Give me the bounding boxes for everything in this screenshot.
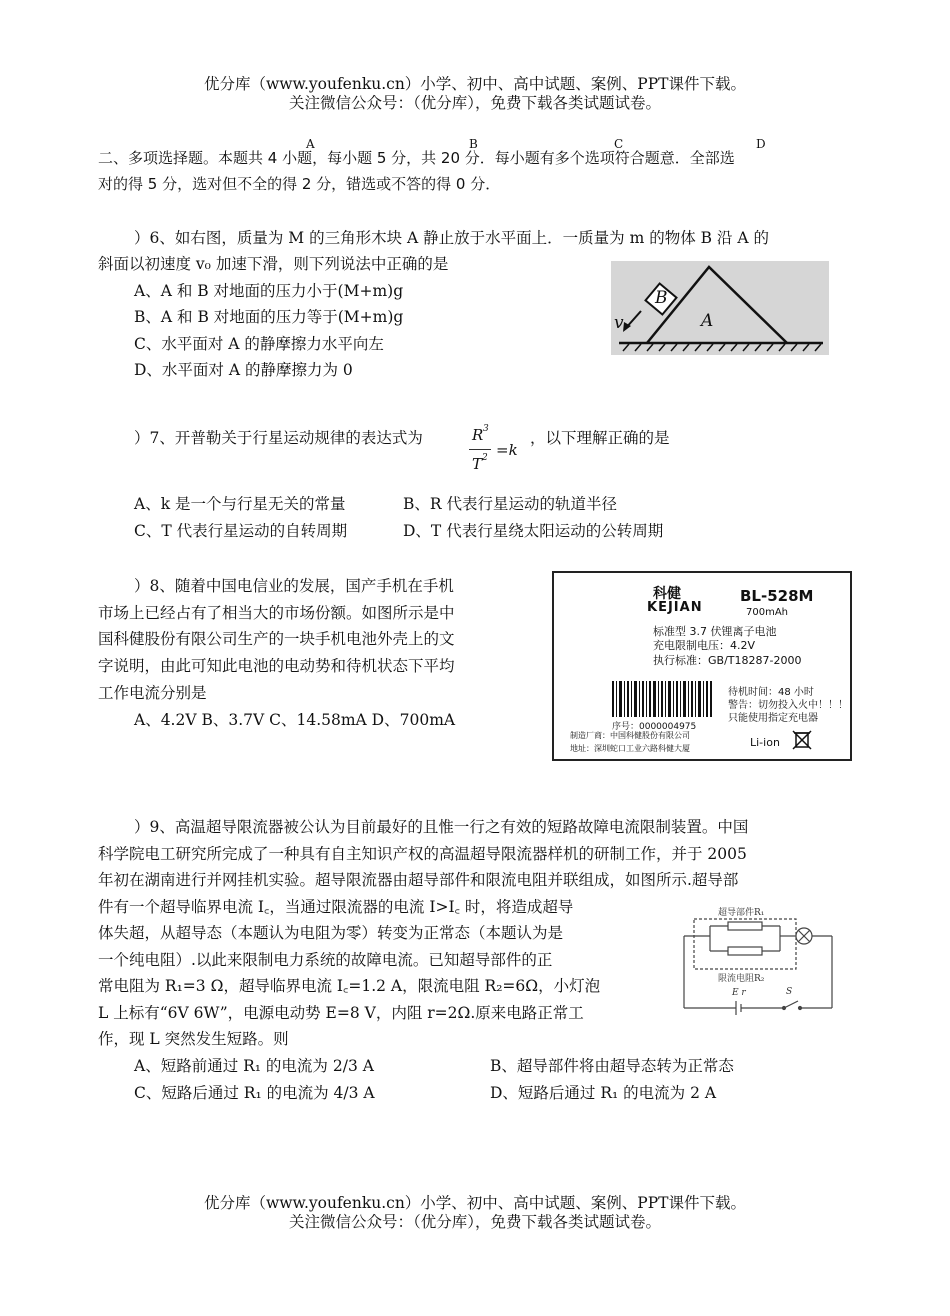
q9-stem-line-7: 常电阻为 R₁=3 Ω，超导临界电流 I꜀=1.2 A，限流电阻 R₂=6Ω，小灯泡 bbox=[98, 977, 601, 995]
q7-formula-rhs: =k bbox=[496, 441, 518, 459]
battery-serial: 序号：0000004975 bbox=[612, 722, 697, 732]
battery-capacity: 700mAh bbox=[746, 607, 789, 618]
q9-stem-line-1: ）9、高温超导限流器被公认为目前最好的且惟一行之有效的短路故障电流限制装置。中国 bbox=[134, 818, 749, 836]
battery-maker: 制造厂商：中国科健股份有限公司 bbox=[570, 731, 690, 740]
q7-option-a: A、k 是一个与行星无关的常量 bbox=[134, 495, 346, 513]
footer-line-1: 优分库（www.youfenku.cn）小学、初中、高中试题、案例、PPT课件下载。 bbox=[203, 1194, 747, 1212]
q7-option-c: C、T 代表行星运动的自转周期 bbox=[134, 522, 348, 540]
q7-formula-numerator: R bbox=[472, 426, 484, 444]
q8-options: A、4.2V B、3.7V C、14.58mA D、700mA bbox=[134, 711, 456, 729]
q7-option-b: B、R 代表行星运动的轨道半径 bbox=[403, 495, 617, 513]
q9-stem-line-4: 件有一个超导临界电流 I꜀，当通过限流器的电流 I>I꜀ 时，将造成超导 bbox=[98, 898, 574, 916]
section-heading-line-2: 对的得 5 分，选对但不全的得 2 分，错选或不答的得 0 分． bbox=[98, 175, 501, 193]
q9-stem-line-8: L 上标有“6V 6W”，电源电动势 E=8 V，内阻 r=2Ω.原来电路正常工 bbox=[98, 1004, 584, 1022]
battery-spec-1: 标准型 3.7 伏锂离子电池 bbox=[653, 625, 777, 638]
q8-stem-line-2: 市场上已经占有了相当大的市场份额。如图所示是中 bbox=[98, 604, 455, 622]
q7-stem-suffix: ，以下理解正确的是 bbox=[530, 429, 670, 447]
q6-stem-line-1: ）6、如右图，质量为 M 的三角形木块 A 静止放于水平面上．一质量为 m 的物体 B 沿 A 的 bbox=[134, 229, 769, 247]
option-mark-b: B bbox=[469, 137, 478, 151]
battery-model: BL-528M bbox=[740, 587, 814, 605]
q8-stem-line-1: ）8、随着中国电信业的发展，国产手机在手机 bbox=[134, 577, 454, 595]
header-line-2: 关注微信公众号：（优分库），免费下载各类试题试卷。 bbox=[288, 94, 661, 112]
q6-figure-label-v: v bbox=[614, 313, 624, 333]
q9-option-a: A、短路前通过 R₁ 的电流为 2/3 A bbox=[134, 1057, 374, 1075]
circuit-label-switch: S bbox=[786, 987, 793, 997]
circuit-label-emf: E r bbox=[732, 988, 746, 998]
battery-spec-3: 执行标准：GB/T18287-2000 bbox=[653, 654, 802, 667]
q7-option-d: D、T 代表行星绕太阳运动的公转周期 bbox=[403, 522, 664, 540]
battery-spec-2: 充电限制电压：4.2V bbox=[653, 639, 756, 652]
option-mark-c: C bbox=[614, 137, 624, 151]
q9-stem-line-6: 一个纯电阻）.以此来限制电力系统的故障电流。已知超导部件的正 bbox=[98, 951, 553, 969]
q9-stem-line-2: 科学院电工研究所完成了一种具有自主知识产权的高温超导限流器样机的研制工作，并于 2005 bbox=[98, 845, 747, 863]
battery-warning-2: 只能使用指定充电器 bbox=[728, 713, 818, 724]
battery-standby: 待机时间：48 小时 bbox=[728, 687, 814, 698]
battery-address: 地址：深圳蛇口工业六路科健大厦 bbox=[570, 744, 690, 753]
q7-formula bbox=[466, 424, 526, 480]
q7-formula-denominator: T bbox=[472, 455, 483, 473]
q7-formula-num-exp: 3 bbox=[483, 424, 489, 434]
q9-option-b: B、超导部件将由超导态转为正常态 bbox=[490, 1057, 734, 1075]
q6-figure-label-b: B bbox=[655, 288, 668, 308]
q6-option-c: C、水平面对 A 的静摩擦力水平向左 bbox=[134, 335, 384, 353]
q9-stem-line-3: 年初在湖南进行并网挂机实验。超导限流器由超导部件和限流电阻并联组成，如图所示.超导部 bbox=[98, 871, 739, 889]
section-heading-line-1: 二、多项选择题。本题共 4 小题，每小题 5 分，共 20 分．每小题有多个选项符合题意．全部选 bbox=[98, 149, 735, 167]
q9-option-d: D、短路后通过 R₁ 的电流为 2 A bbox=[490, 1084, 717, 1102]
q7-formula-den-exp: 2 bbox=[482, 453, 488, 463]
battery-brand-cn: 科健 bbox=[653, 586, 681, 602]
circuit-label-resistor: 限流电阻R₂ bbox=[718, 974, 765, 984]
q9-circuit bbox=[680, 901, 838, 1019]
battery-warning-1: 警告：切勿投入火中！！！ bbox=[728, 700, 848, 711]
q7-stem-prefix: ）7、开普勒关于行星运动规律的表达式为 bbox=[134, 429, 423, 447]
footer-line-2: 关注微信公众号：（优分库），免费下载各类试题试卷。 bbox=[288, 1213, 661, 1231]
circuit-label-superconductor: 超导部件R₁ bbox=[718, 908, 765, 918]
q8-stem-line-3: 国科健股份有限公司生产的一块手机电池外壳上的文 bbox=[98, 630, 455, 648]
q6-option-d: D、水平面对 A 的静摩擦力为 0 bbox=[134, 361, 353, 379]
q6-figure-label-a: A bbox=[701, 311, 714, 331]
q6-stem-line-2: 斜面以初速度 v₀ 加速下滑，则下列说法中正确的是 bbox=[98, 255, 449, 273]
q9-stem-line-9: 作，现 L 突然发生短路。则 bbox=[98, 1030, 289, 1048]
header-line-1: 优分库（www.youfenku.cn）小学、初中、高中试题、案例、PPT课件下载。 bbox=[203, 75, 747, 93]
q9-stem-line-5: 体失超，从超导态（本题认为电阻为零）转变为正常态（本题认为是 bbox=[98, 924, 564, 942]
q6-figure bbox=[611, 261, 829, 355]
option-mark-d: D bbox=[756, 137, 766, 151]
q6-option-a: A、A 和 B 对地面的压力小于(M+m)g bbox=[134, 282, 404, 300]
q6-option-b: B、A 和 B 对地面的压力等于(M+m)g bbox=[134, 308, 404, 326]
option-mark-a: A bbox=[306, 137, 315, 151]
battery-brand-en: KEJIAN bbox=[647, 600, 703, 615]
battery-label bbox=[552, 571, 852, 761]
battery-barcode bbox=[612, 681, 712, 717]
q8-stem-line-4: 字说明，由此可知此电池的电动势和待机状态下平均 bbox=[98, 657, 455, 675]
battery-chemistry: Li-ion bbox=[750, 736, 780, 749]
q9-option-c: C、短路后通过 R₁ 的电流为 4/3 A bbox=[134, 1084, 375, 1102]
bin-crossed-icon bbox=[792, 729, 812, 751]
q8-stem-line-5: 工作电流分别是 bbox=[98, 684, 207, 702]
